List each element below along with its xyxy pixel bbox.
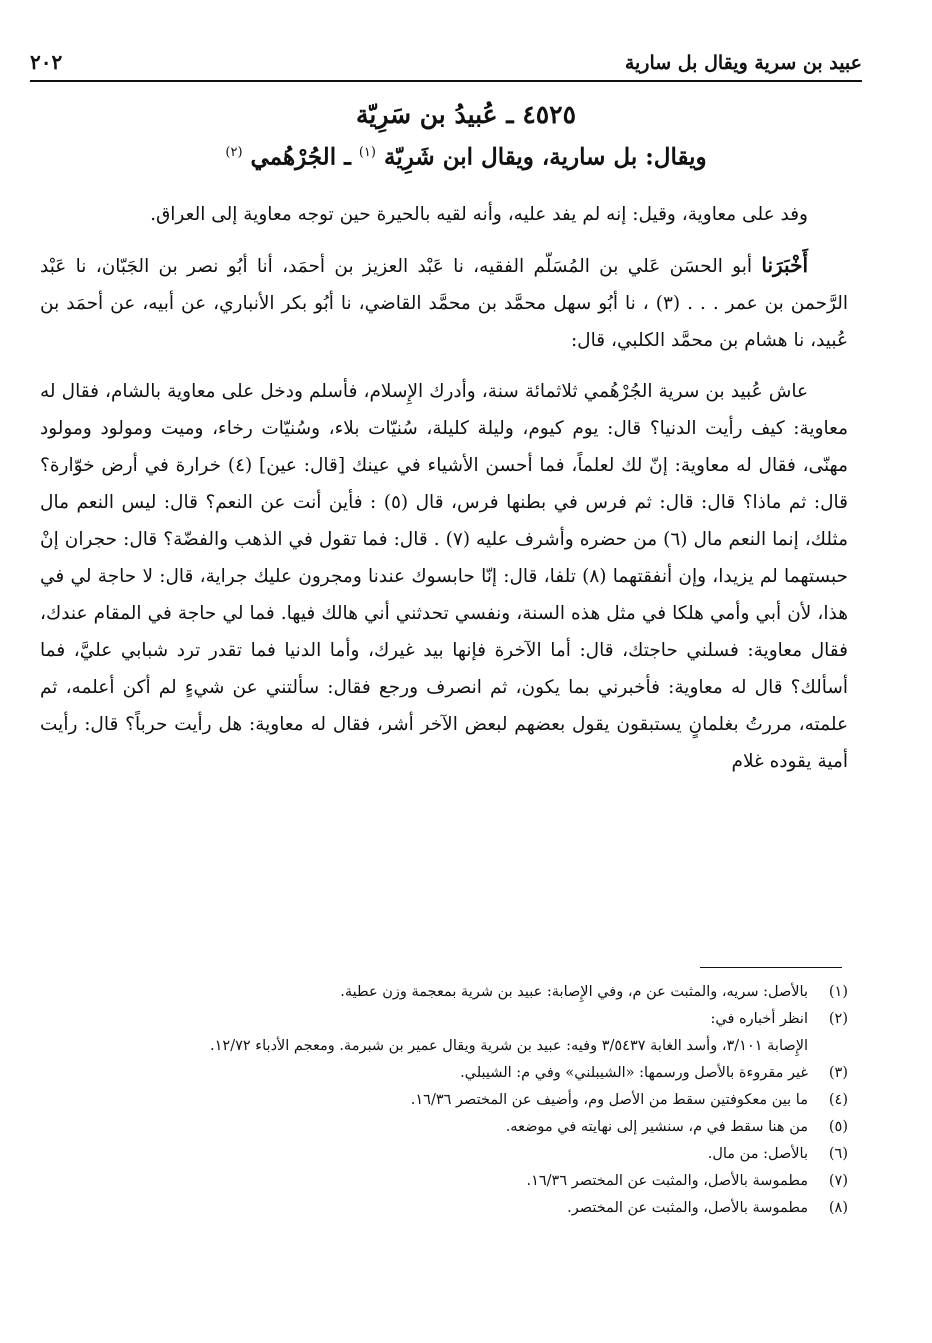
footnote-ref-2: (٢) [225, 145, 243, 160]
entry-title-block [60, 96, 872, 177]
footnote-1: (١) بالأصل: سريه، والمثبت عن م، وفي الإِصابة: عبيد بن شرية بمعجمة وزن عطية. [340, 984, 848, 1000]
footnote-2: (٢) انظر أخباره في: [710, 1011, 848, 1027]
footnote-6: (٦) بالأصل: من مال. [707, 1146, 848, 1162]
paragraph-3: عاش عُبيد بن سرية الجُرْهُمي ثلاثمائة سنة، وأدرك الإِسلام، فأسلم ودخل على معاوية بالشام، فقال له معاوية: كيف رأيت الدنيا؟ قال: يوم كيوم، وليلة كليلة، سُنيّات بلاء، وسُنيّات رخاء، وميت ومولود ومولود مهنّى، فقال له معاوية: إنّ لك لعلماً، فما أحسن الأشياء في عينك [قال: عين] (٤) خرارة في أرض خوّارة؟ قال: ثم ماذا؟ قال: قال: ثم فرس في بطنها فرس، قال (٥) : فأين أنت عن النعم؟ قال: ليس النعم مال مثلك، إنما النعم مال (٦) من حضره وأشرف عليه (٧) . قال: فما تقول في الذهب والفضّة؟ قال: حجران إنْ حبستهما لم يزيدا، وإن أنفقتهما (٨) تلفا، قال: إنّا حابسوك عندنا ومجرون عليك جراية، قال: لا حاجة لي في هذا، لأن أبي وأمي هلكا في مثل هذه السنة، ونفسي تحدثني أني هالك فيها. فما لي حاجة في المقام عندك، فقال معاوية: فسلني حاجتك، قال: أما الآخرة فإنها بيد غيرك، وأما الدنيا فما تقدر ترد شبابي عليَّ، فما أسألك؟ قال له معاوية: فأخبرني بما يكون، ثم انصرف ورجع فقال: سألتني عن شيءٍ لم أكن أعلمه، ثم علمته، مررتُ بغلمانٍ يستبقون يقول بعضهم لبعض الآخر أشر، فقال له معاوية: هل رأيت حرباً؟ قال: رأيت أمية يقوده غلام [40, 381, 848, 772]
footnote-3: (٣) غير مقروءة بالأصل ورسمها: «الشيبلني» وفي م: الشيبلي. [460, 1065, 848, 1081]
entry-subheading [60, 134, 872, 177]
subheading-text: ويقال: بل سارية، ويقال ابن شَرِيّة [384, 143, 707, 171]
footnotes [40, 980, 848, 1223]
footnote-ref-1: (١) [358, 145, 376, 160]
running-title: عبيد بن سرية ويقال بل سارية [624, 52, 862, 74]
footnote-4: (٤) ما بين معكوفتين سقط من الأصل وم، وأضيف عن المختصر ١٦/٣٦. [410, 1092, 848, 1108]
page-header [30, 38, 862, 82]
paragraph-2 [40, 247, 848, 359]
footnote-8: (٨) مطموسة بالأصل، والمثبت عن المختصر. [567, 1200, 848, 1216]
paragraph-1: وفد على معاوية، وقيل: إنه لم يفد عليه، وأنه لقيه بالحيرة حين توجه معاوية إلى العراق. [150, 204, 808, 225]
page-number: ٢٠٢ [30, 50, 63, 74]
footnote-divider [700, 967, 842, 968]
subheading-tail: ـ الجُرْهُمي [250, 143, 351, 171]
entry-heading: ٤٥٢٥ ـ عُبيدُ بن سَرِيّة [355, 100, 577, 129]
paragraph-2-text: أبو الحسَن عَلي بن المُسَلّم الفقيه، نا عَبْد العزيز بن أحمَد، أنا أبُو نصر بن الجَبّان، نا عَبْد الرَّحمن بن عمر . . . (٣) ، نا أبُو سهل محمَّد بن محمَّد القاضي، نا أبُو بكر الأنباري، عن أبيه، عن أحمَد بن عُبيد، نا هشام بن محمَّد الكلبي، قال: [40, 256, 849, 351]
footnote-7: (٧) مطموسة بالأصل، والمثبت عن المختصر ١٦/٣٦. [526, 1173, 848, 1189]
footnote-5: (٥) من هنا سقط في م، سنشير إلى نهايته في موضعه. [505, 1119, 848, 1135]
main-text [40, 196, 848, 794]
paragraph-2-lead: أَخْبَرَنا [761, 253, 808, 277]
footnote-2-continuation: الإِصابة ٣/١٠١، وأسد الغابة ٣/٥٤٣٧ وفيه: عبيد بن شرية ويقال عمير بن شبرمة. ومعجم الأدباء ١٢/٧٢. [210, 1038, 808, 1054]
